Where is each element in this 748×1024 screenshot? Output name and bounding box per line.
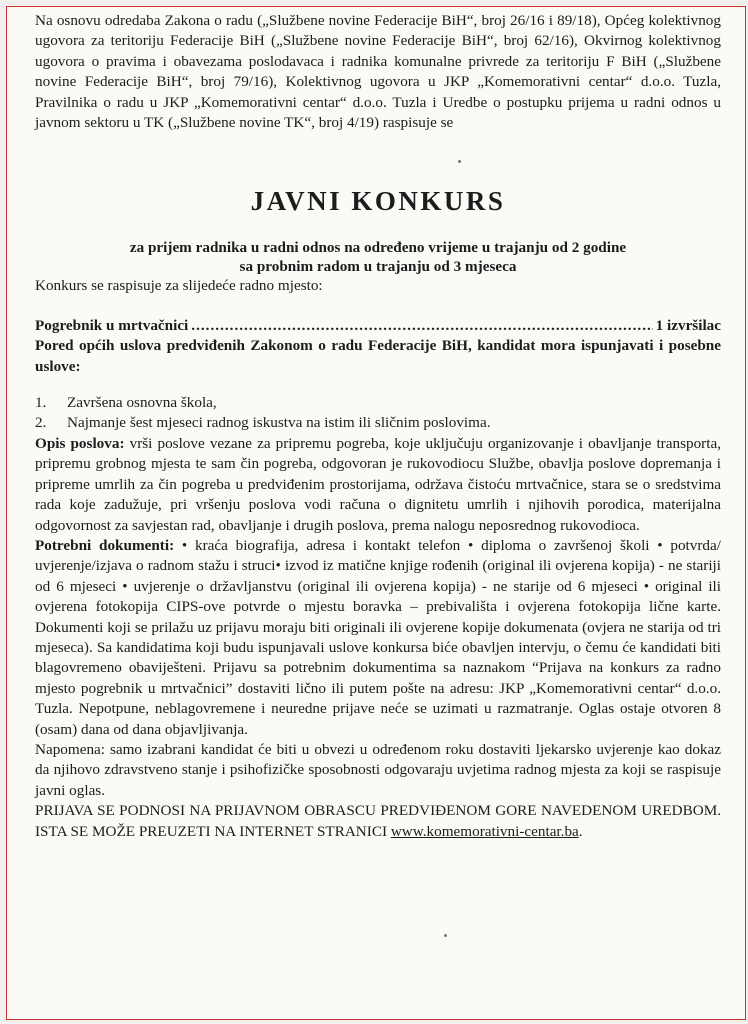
document-page — [6, 6, 746, 1020]
announce-paragraph: Konkurs se raspisuje za slijedeće radno mjesto: — [35, 277, 323, 295]
subtitle-line-1: za prijem radnika u radni odnos na određeno vrijeme u trajanju od 2 godine — [129, 239, 627, 257]
document-subtitle — [35, 238, 721, 276]
position-name: Pogrebnik u mrtvačnici — [35, 316, 189, 334]
document-title: JAVNI KONKURS — [250, 186, 506, 217]
website-link[interactable]: www.komemorativni-centar.ba — [390, 822, 579, 840]
documents-paragraph — [35, 536, 721, 740]
documents-text: • kraća biografija, adresa i kontakt telefon • diploma o završenoj školi • potvrda/ uvjerenje/izjava o radnom stažu i struci• izvod iz matične knjige rođenih (original ili ovjerena kopija) - ne stariji od 6 mjeseci • uvjerenje o državljanstvu (original ili ovjerena kopija) - ne starije od 6 mjeseci • original ili ovjerena fotokopija CIPS-ove potvrde o mjestu boravka – prebivališta i ovjerena fotokopija lične karte. Dokumenti koji se prilažu uz prijavu moraju biti originali ili ovjerene kopije dokumenata (ovjera ne starija od tri mjeseca). Sa kandidatima koji budu ispunjavali uslove konkursa biće obavljen intervju, o čemu će kandidati biti blagovremeno obaviješteni. Prijavu sa potrebnim dokumentima sa naznakom “Prijava na konkurs za radno mjesto pogrebnik u mrtvačnici” dostaviti lično ili putem pošte na adresu: JKP „Komemorativni centar“ d.o.o. Tuzla. Nepotpune, neblagovremene i neuredne prijave neće se uzimati u razmatranje. Oglas ostaje otvoren 8 (osam) dana od dana objavljivanja. — [35, 536, 721, 738]
position-count: 1 izvršilac — [655, 316, 721, 334]
list-item — [35, 393, 721, 413]
job-description-label: Opis poslova: — [35, 434, 125, 452]
paper-speck — [458, 160, 461, 163]
closing-text: PRIJAVA SE PODNOSI NA PRIJAVNOM OBRASCU PREDVIĐENOM GORE NAVEDENOM UREDBOM. ISTA SE MOŽE PREUZETI NA INTERNET STRANICI — [35, 802, 721, 840]
list-item-text: Najmanje šest mjeseci radnog iskustva na istim ili sličnim poslovima. — [67, 414, 491, 432]
job-description-text: vrši poslove vezane za pripremu pogreba, koje uključuju organizovanje i obavljanje transporta, pripremu grobnog mjesta te sam čin pogreba, odgovoran je rukovodiocu Službe, obavlja poslove dopremanja i pripreme umrlih za čin pogreba u predviđenim prostorijama, održava čistoću mrtvačnice, stara se o sredstvima rada koje zadužuje, pri vršenju poslova vodi računa o dignitetu umrlih i njihovih porodica, materijalna odgovornost za savjestan rad, obavljanje i drugih poslova, prema nalogu neposrednog rukovodioca. — [35, 434, 721, 534]
closing-end: . — [578, 822, 583, 840]
list-item-text: Završena osnovna škola, — [67, 394, 217, 412]
closing-paragraph — [35, 801, 721, 842]
dot-leader — [191, 316, 652, 336]
position-line — [35, 316, 721, 336]
list-item-number: 2. — [35, 414, 47, 432]
requirements-list — [35, 393, 721, 434]
paper-speck — [444, 934, 447, 937]
documents-label: Potrebni dokumenti: — [35, 536, 175, 554]
subtitle-line-2: sa probnim radom u trajanju od 3 mjeseca — [239, 258, 517, 276]
list-item — [35, 413, 721, 433]
job-description-paragraph — [35, 434, 721, 536]
list-item-number: 1. — [35, 394, 47, 412]
conditions-paragraph: Pored općih uslova predviđenih Zakonom o radu Federacije BiH, kandidat mora ispunjavati i posebne uslove: — [35, 337, 721, 375]
announcement-body — [35, 11, 721, 842]
note-paragraph: Napomena: samo izabrani kandidat će biti u obvezi u određenom roku dostaviti ljekarsko uvjerenje kao dokaz da njihovo zdravstveno stanje i psihofizičke sposobnosti odgovaraju uvjetima radnog mjesta za koji se raspisuje javni oglas. — [35, 740, 721, 799]
intro-paragraph: Na osnovu odredaba Zakona o radu („Službene novine Federacije BiH“, broj 26/16 i 89/18), Općeg kolektivnog ugovora za teritoriju Federacije BiH („Službene novine Federacije BiH“, broj 62/16), Okvirnog kolektivnog ugovora o pravima i obavezama poslodavaca i radnika komunalne privrede za teritoriju F BiH („Službene novine Federacije BiH“, broj 79/16), Kolektivnog ugovora u JKP „Komemorativni centar“ d.o.o. Tuzla, Pravilnika o radu u JKP „Komemorativni centar“ d.o.o. Tuzla i Uredbe o postupku prijema u radni odnos u javnom sektoru u TK („Službene novine TK“, broj 4/19) raspisuje se — [35, 12, 721, 132]
